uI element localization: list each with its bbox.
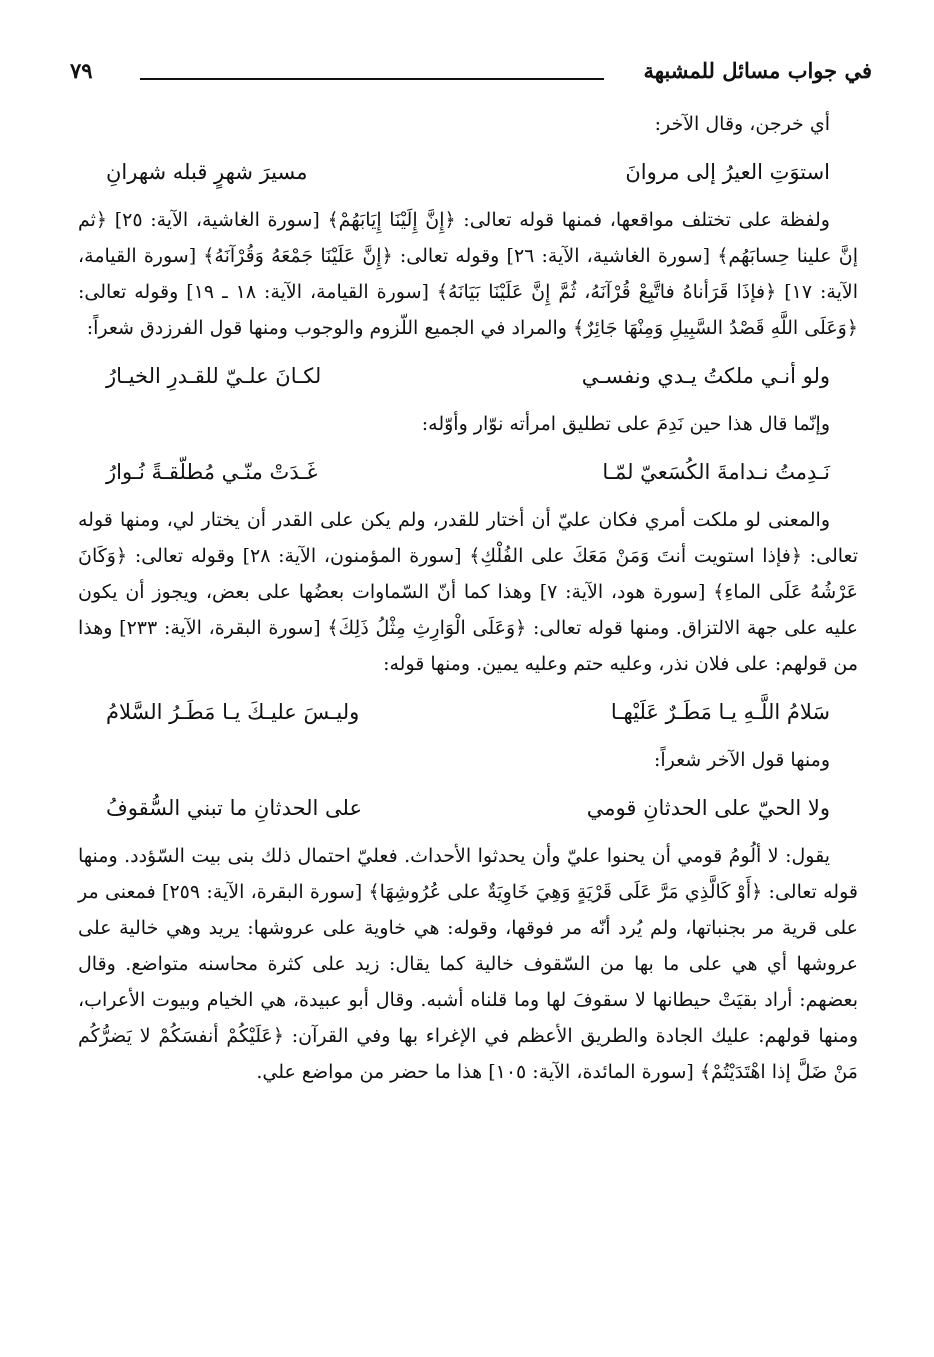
- paragraph-2: والمعنى لو ملكت أمري فكان عليّ أن أختار للقدر، ولم يكن على القدر أن يختار لي، ومنها قوله تعالى: ﴿فإذا استويت أنتَ وَمَنْ مَعَكَ على الفُلْكِ﴾ [سورة المؤمنون، الآية: ٢٨] وقوله تعالى: ﴿وَكَانَ عَرْشُهُ عَلَى الماءِ﴾ [سورة هود، الآية: ٧] وهذا كما أنّ السّماوات بعضُها على بعض، ويجوز أن يكون عليه على جهة الالتزاق. ومنها قوله تعالى: ﴿وَعَلَى الْوَارِثِ مِثْلُ ذَلِكَ﴾ [سورة البقرة، الآية: ٢٣٣] وهذا من قولهم: على فلان نذر، وعليه حتم وعليه يمين. ومنها قوله:: [78, 509, 858, 675]
- verse-2-first-hemistich: ولو أنـي ملكتُ يـدي ونفسـي: [581, 364, 830, 388]
- verse-4-second-hemistich: وليـسَ عليـكَ يـا مَطَـرُ السَّلامُ: [106, 700, 360, 724]
- verse-3-second-hemistich: غَـدَتْ منّـي مُطلّقـةً نُـوارُ: [106, 460, 318, 484]
- poem-verse-3: [78, 450, 858, 494]
- poem-verse-2: [78, 354, 858, 398]
- verse-intro-line-2: ومنها قول الآخر شعراً:: [653, 749, 830, 771]
- verse-5-second-hemistich: على الحدثانِ ما تبني السُّقوفُ: [106, 796, 363, 820]
- verse-5-first-hemistich: ولا الحيّ على الحدثانِ قومي: [586, 796, 830, 820]
- header-rule: [140, 78, 604, 80]
- poem-verse-5: [78, 786, 858, 830]
- intro-line: أي خرجن، وقال الآخر:: [654, 113, 830, 135]
- poem-verse-4: [78, 690, 858, 734]
- page-body: [78, 106, 858, 1090]
- page-number: ٧٩: [70, 58, 93, 83]
- poem-verse-1: [78, 150, 858, 194]
- verse-4-first-hemistich: سَلامُ اللَّـهِ يـا مَطَـرٌ عَلَيْهـا: [610, 700, 830, 724]
- paragraph-3: يقول: لا ألُومُ قومي أن يحنوا عليّ وأن يحدثوا الأحداث. فعليّ احتمال ذلك بنى بيت السّؤدد. ومنها قوله تعالى: ﴿أَوْ كَالَّذِي مَرَّ عَلَى قَرْيَةٍ وَهِيَ خَاوِيَةٌ على عُرُوشِهَا﴾ [سورة البقرة، الآية: ٢٥٩] فمعنى مر على قرية مر بجنباتها، ولم يُرد أنّه مر فوقها، وقوله: هي خاوية على عروشها: يريد وهي خالية على عروشها أي هي على ما بها من السّقوف خالية كما يقال: زيد على كثرة محاسنه متواضع. وقال بعضهم: أراد بقيَتْ حيطانها لا سقوفَ لها وما قلناه أشبه. وقال أبو عبيدة، هي الخيام وبيوت الأعراب، ومنها قولهم: عليك الجادة والطريق الأعظم في الإغراء بها وفي القرآن: ﴿عَلَيْكُمْ أنفسَكُمْ لا يَضرُّكُم مَنْ ضَلَّ إذا اهْتَدَيْتُمْ﴾ [سورة المائدة، الآية: ١٠٥] هذا ما حضر من مواضع علي.: [78, 845, 858, 1083]
- verse-3-first-hemistich: نَـدِمتُ نـدامةَ الكُسَعيّ لمّـا: [602, 460, 830, 484]
- verse-1-first-hemistich: استوَتِ العيرُ إلى مروانَ: [625, 160, 830, 184]
- paragraph-1: ولفظة على تختلف مواقعها، فمنها قوله تعالى: ﴿إِنَّ إِلَيْنَا إِيَابَهُمْ﴾ [سورة الغاشية، الآية: ٢٥] ﴿ثم إنَّ علينا حِسابَهُم﴾ [سورة الغاشية، الآية: ٢٦] وقوله تعالى: ﴿إِنَّ عَلَيْنَا جَمْعَهُ وَقُرْآنَهُ﴾ [سورة القيامة، الآية: ١٧] ﴿فإذَا قَرَأناهُ فاتَّبِعْ قُرْآنَهُ، ثُمَّ إِنَّ عَلَيْنَا بَيَانَهُ﴾ [سورة القيامة، الآية: ١٨ ـ ١٩] وقوله تعالى: ﴿وَعَلَى اللَّهِ قَصْدُ السَّبِيلِ وَمِنْهَا جَائِرٌ﴾ والمراد في الجميع اللّزوم والوجوب ومنها قول الفرزدق شعراً:: [78, 209, 859, 339]
- page-header: [62, 52, 872, 92]
- verse-intro-line: وإنّما قال هذا حين نَدِمَ على تطليق امرأته نوّار وأوّله:: [421, 413, 830, 435]
- running-title: في جواب مسائل للمشبهة: [643, 58, 872, 83]
- verse-1-second-hemistich: مسيرَ شهرٍ قبله شهرانِ: [106, 160, 308, 184]
- verse-2-second-hemistich: لكـانَ علـيّ للقـدرِ الخيـارُ: [106, 364, 322, 388]
